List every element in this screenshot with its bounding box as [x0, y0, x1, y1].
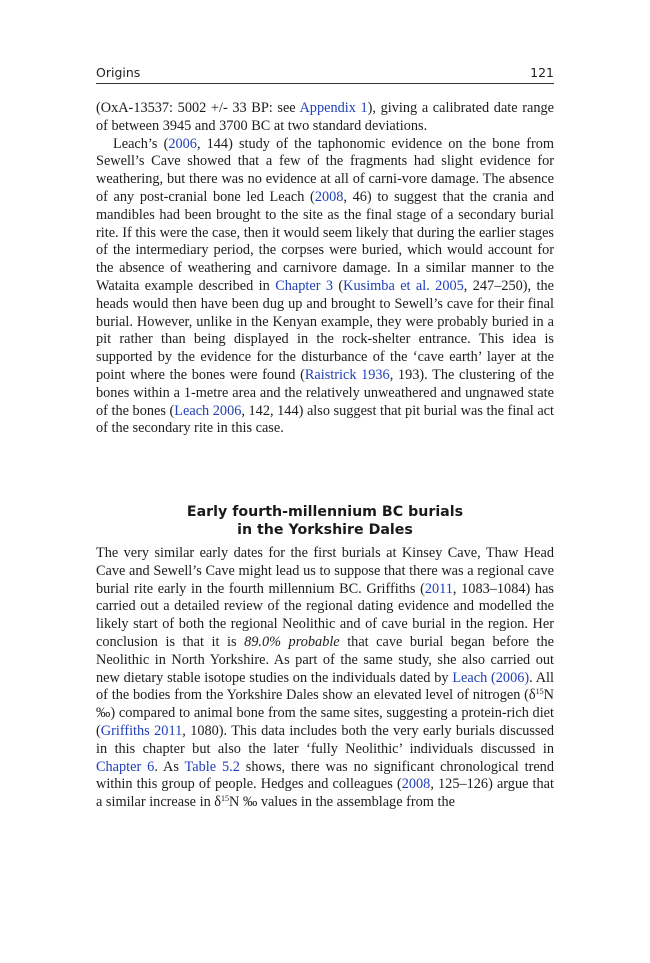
superscript-15: 15 — [535, 687, 544, 697]
running-header — [96, 63, 554, 84]
text-run: , 144) study of the taphonomic evidence on the bone from Sewell’s Cave showed that a few of the fragments had slight evidence for weathering, but there was no evidence at all of carni-vore damage. The absence of any post-cranial bone led Leach ( — [96, 135, 554, 205]
text-run: The very similar early dates for the first burials at Kinsey Cave, Thaw Head Cave and Sewell’s Cave might lead us to suppose that there was a regional cave burial rite early in the fourth millennium BC. Griffiths ( — [96, 545, 554, 597]
link-leach-2006[interactable]: 2006 — [168, 135, 197, 152]
link-appendix-1[interactable]: Appendix 1 — [299, 100, 368, 116]
running-header-title: Origins — [96, 65, 141, 80]
text-run: ), giving a calibrated date range of between 3945 and 3700 BC at two standard deviations. — [96, 100, 555, 134]
link-kusimba-2005[interactable]: Kusimba et al. 2005 — [343, 277, 464, 294]
text-run: N ‰ values in the assemblage from the — [229, 794, 455, 811]
text-run: shows, there was no significant chronological trend within this group of people. Hedges and colleagues ( — [96, 758, 554, 793]
link-leach-2006-c[interactable]: Leach (2006) — [452, 669, 530, 686]
text-run: . As — [154, 758, 185, 775]
text-run: , 247–250), the heads would then have been dug up and brought to Sewell’s cave for their final burial. However, unlike in the Kenyan example, they were probably buried in a pit rather than being displayed in the rock-shelter entrance. This idea is supported by the evidence for the disturbance of the ‘cave earth’ layer at the point where the bones were found ( — [96, 277, 554, 383]
text-run: , 46) to suggest that the crania and mandibles had been brought to the site as the final stage of a secondary burial rite. If this were the case, then it would seem likely that during the earlier stages of the intermediary period, the corpses were buried, which would account for the absence of weathering and carnivore damage. In a similar manner to the Wataita example described in — [96, 188, 554, 294]
emphasis-probability: 89.0% probable — [244, 633, 340, 650]
text-run: , 1080). This data includes both the very early burials discussed in this chapter but also the later ‘fully Neolithic’ individuals discussed in — [96, 722, 554, 757]
link-chapter-3[interactable]: Chapter 3 — [275, 277, 334, 294]
text-run: (OxA-13537: 5002 +/- 33 BP: see — [96, 100, 300, 116]
text-run: . All of the bodies from the Yorkshire Dales show an elevated level of nitrogen (δ — [96, 669, 554, 704]
link-leach-2008[interactable]: 2008 — [314, 188, 344, 205]
paragraph-2 — [96, 136, 554, 439]
text-block-1 — [96, 100, 554, 438]
page-number: 121 — [530, 65, 554, 80]
text-run: , 1083–1084) has carried out a detailed review of the regional dating evidence and modelled the likely start of both the regional Neolithic and of cave burial in the region. Her conclusion is that it is — [96, 580, 554, 650]
text-block-2 — [96, 545, 554, 812]
text-run: that cave burial began before the Neolithic in North Yorkshire. As part of the same study, she also carried out new dietary stable isotope studies on the individuals dated by — [96, 633, 554, 686]
text-run: Leach’s ( — [113, 135, 169, 152]
link-raistrick-1936[interactable]: Raistrick 1936 — [304, 366, 390, 383]
text-run: , 193). The clustering of the bones within a 1-metre area and the relatively unweathered and ungnawed state of the bones ( — [96, 366, 554, 419]
link-griffiths-2011[interactable]: 2011 — [424, 580, 453, 597]
section-heading-line-1: Early fourth-millennium BC burials — [186, 504, 464, 520]
text-run: ( — [333, 277, 344, 294]
link-chapter-6[interactable]: Chapter 6 — [96, 758, 155, 775]
link-leach-2006-b[interactable]: Leach 2006 — [174, 402, 242, 419]
link-table-5-2[interactable]: Table 5.2 — [184, 758, 240, 775]
paragraph-1 — [96, 100, 554, 136]
link-hedges-2008[interactable]: 2008 — [401, 776, 431, 793]
section-heading — [96, 503, 554, 539]
paragraph-3 — [96, 545, 554, 812]
section-heading-line-2: in the Yorkshire Dales — [237, 522, 413, 538]
superscript-15: 15 — [221, 794, 230, 804]
link-griffiths-2011-b[interactable]: Griffiths 2011 — [100, 722, 183, 739]
text-run: N ‰) compared to animal bone from the same sites, suggesting a protein-rich diet ( — [96, 687, 554, 739]
text-run: , 125–126) argue that a similar increase in δ — [96, 776, 554, 811]
text-run: , 142, 144) also suggest that pit burial was the final act of the secondary rite in this case. — [96, 402, 555, 437]
